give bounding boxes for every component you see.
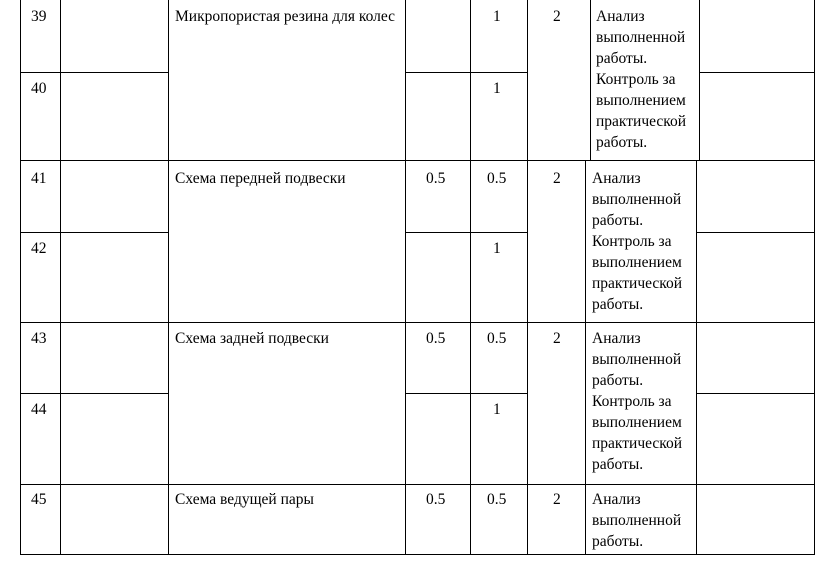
- lesson-topic: Схема задней подвески: [175, 330, 329, 347]
- row-number: 41: [31, 170, 47, 187]
- grid-line: [814, 0, 815, 555]
- grid-line: [20, 322, 815, 323]
- grid-line: [20, 72, 168, 73]
- control-form: Анализ выполненной работы. Контроль за выполнением практической работы.: [592, 170, 683, 313]
- practice-hours: 0.5: [487, 170, 507, 187]
- row-number: 43: [31, 330, 47, 347]
- practice-hours: 1: [493, 240, 501, 257]
- grid-line: [20, 0, 21, 555]
- practice-hours: 1: [493, 401, 501, 418]
- total-hours: 2: [553, 170, 561, 187]
- total-hours: 2: [553, 491, 561, 508]
- lesson-topic: Схема передней подвески: [175, 170, 346, 187]
- grid-line: [696, 232, 815, 233]
- row-number: 40: [31, 80, 47, 97]
- row-number: 45: [31, 491, 47, 508]
- grid-line: [699, 72, 815, 73]
- theory-hours: 0.5: [426, 491, 446, 508]
- grid-line: [20, 554, 815, 555]
- grid-line: [405, 0, 406, 555]
- control-form: Анализ выполненной работы. Контроль за выполнением практической работы.: [592, 330, 683, 473]
- grid-line: [405, 72, 527, 73]
- grid-line: [405, 232, 527, 233]
- row-number: 39: [31, 8, 47, 25]
- grid-line: [20, 484, 815, 485]
- theory-hours: 0.5: [426, 170, 446, 187]
- lesson-topic: Схема ведущей пары: [175, 491, 314, 508]
- grid-line: [699, 0, 700, 160]
- lesson-topic: Микропористая резина для колес: [175, 8, 396, 25]
- practice-hours: 1: [493, 80, 501, 97]
- grid-line: [60, 0, 61, 555]
- control-form: Анализ выполненной работы.: [592, 491, 682, 550]
- grid-line: [20, 232, 168, 233]
- practice-hours: 1: [493, 8, 501, 25]
- grid-line: [527, 0, 528, 555]
- grid-line: [696, 393, 815, 394]
- grid-line: [405, 393, 527, 394]
- grid-line: [20, 393, 168, 394]
- control-form: Анализ выполненной работы. Контроль за выполнением практической работы.: [596, 8, 687, 151]
- grid-line: [470, 0, 471, 555]
- practice-hours: 0.5: [487, 330, 507, 347]
- practice-hours: 0.5: [487, 491, 507, 508]
- grid-line: [590, 0, 591, 160]
- theory-hours: 0.5: [426, 330, 446, 347]
- row-number: 42: [31, 240, 47, 257]
- grid-line: [168, 0, 169, 555]
- total-hours: 2: [553, 330, 561, 347]
- grid-line: [696, 160, 697, 555]
- row-number: 44: [31, 401, 47, 418]
- grid-line: [585, 160, 586, 555]
- total-hours: 2: [553, 8, 561, 25]
- grid-line: [20, 160, 815, 161]
